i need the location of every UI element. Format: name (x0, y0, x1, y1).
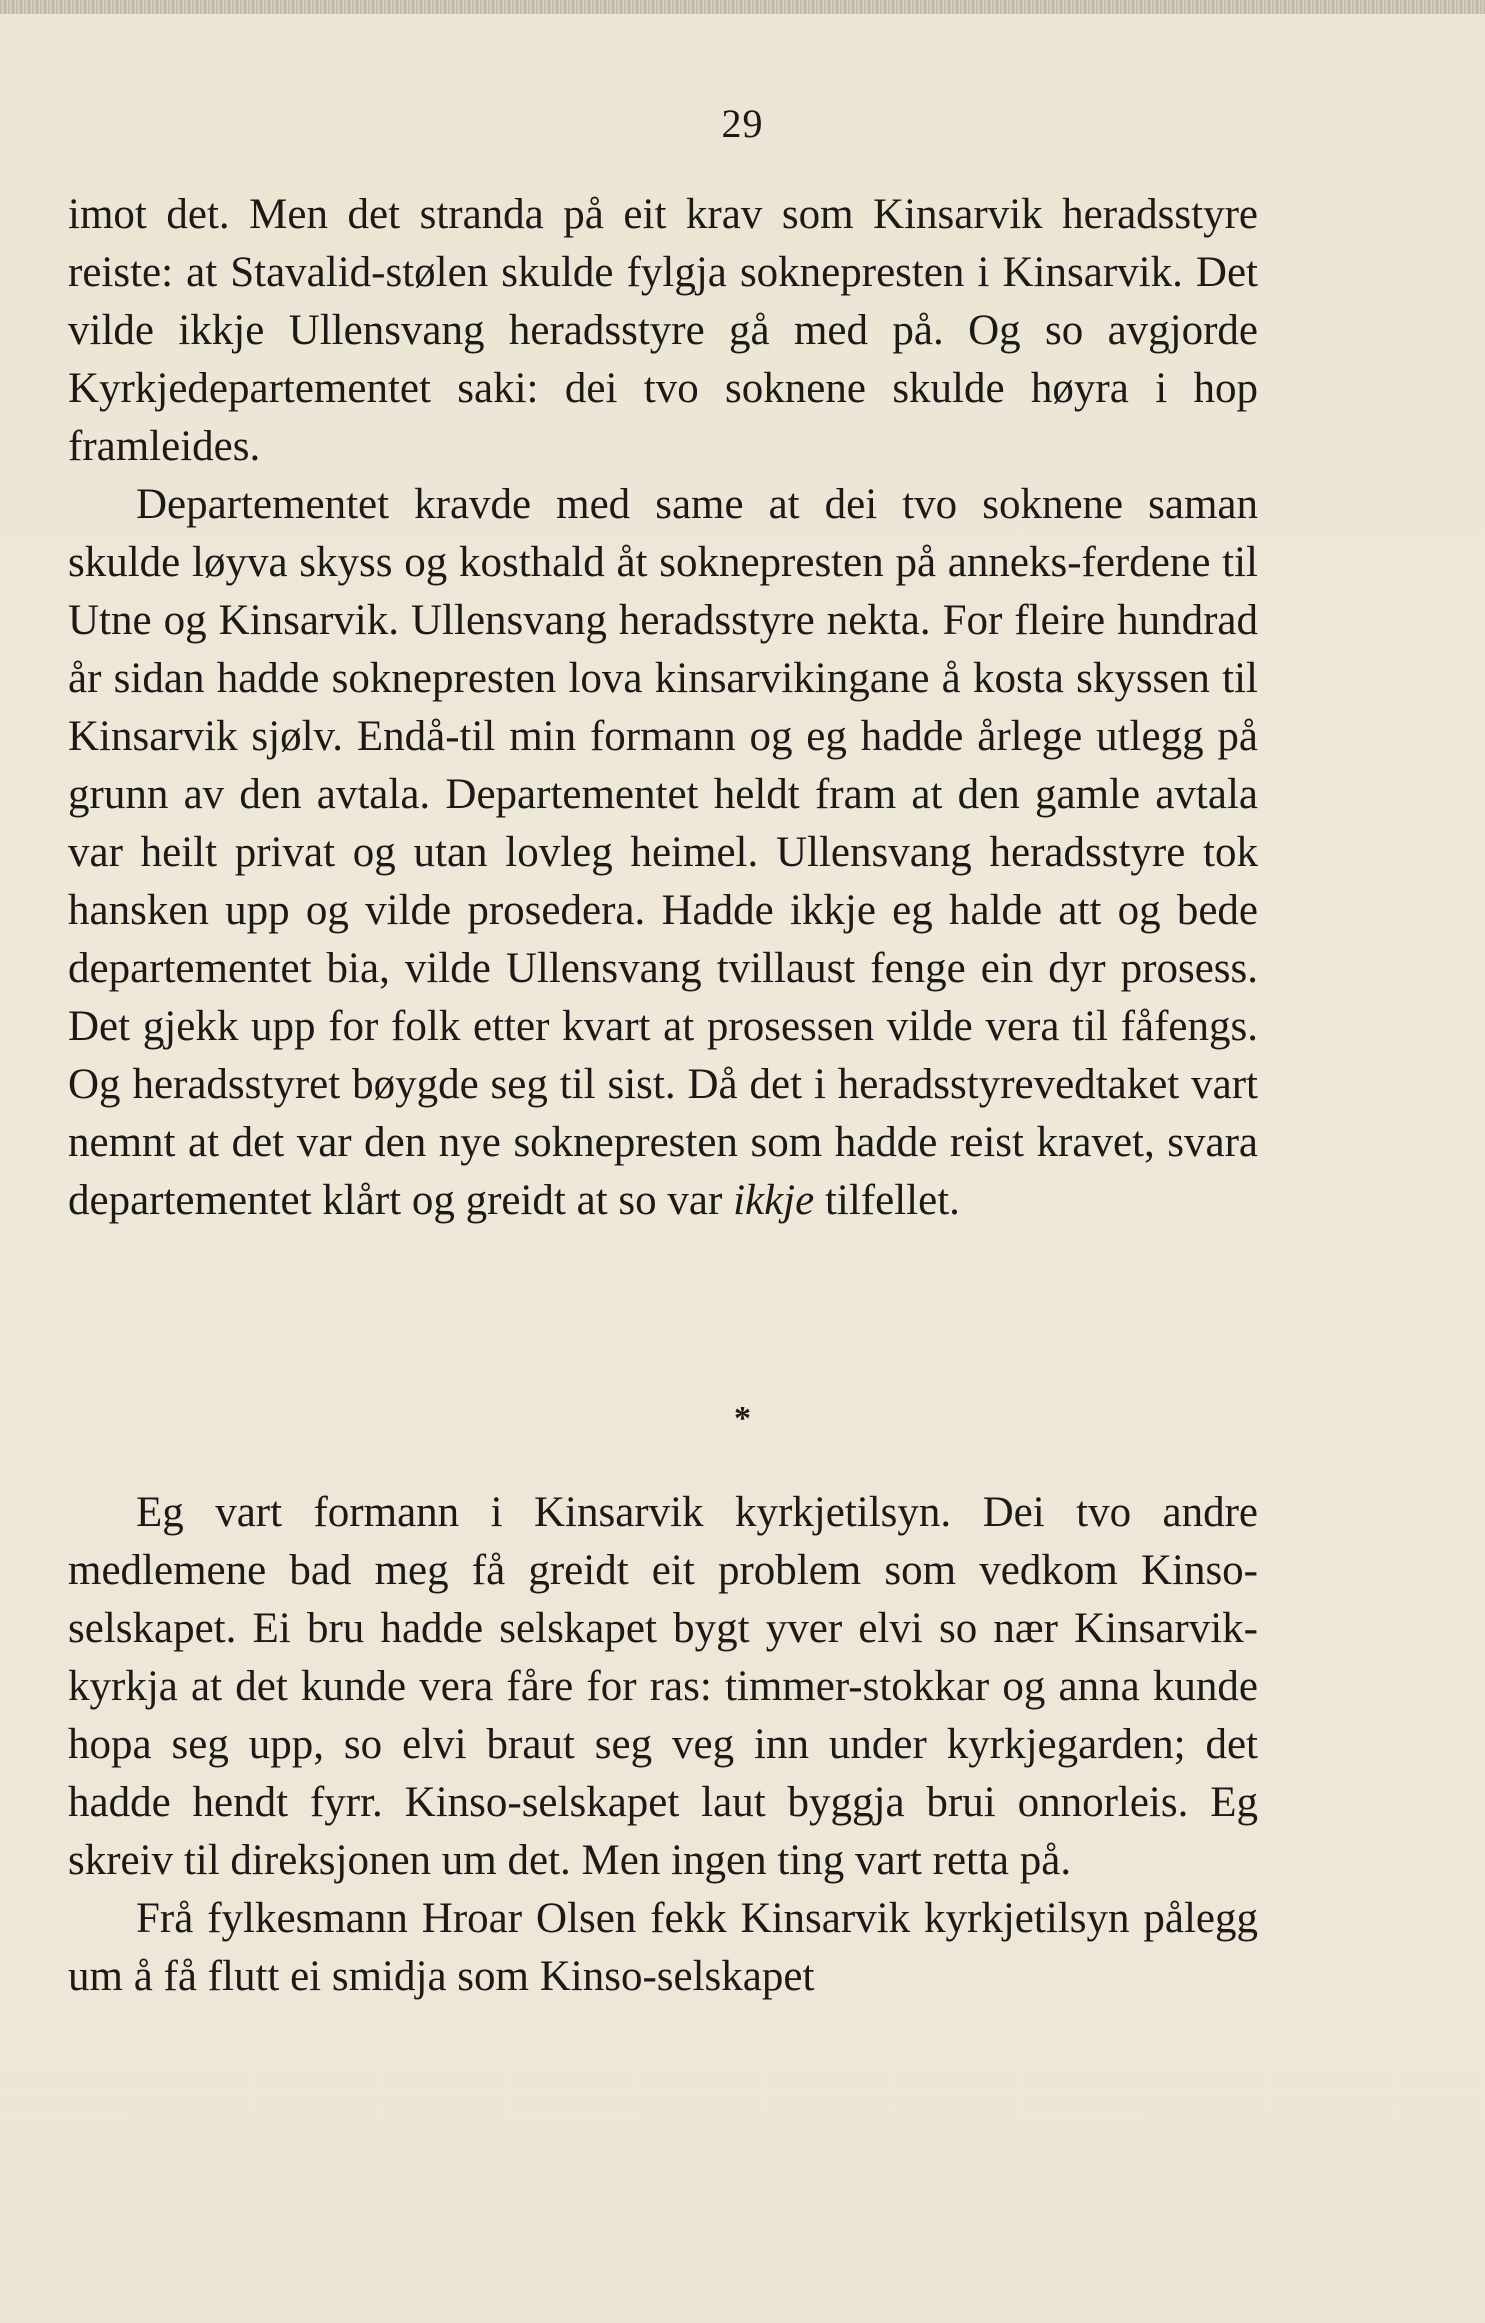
text-section-2 (68, 1484, 1258, 2006)
paragraph-2 (68, 476, 1258, 1230)
paragraph-2-ending: tilfellet. (814, 1177, 960, 1224)
page-number: 29 (721, 101, 764, 146)
italic-word: ikkje (733, 1177, 815, 1224)
paragraph-4: Frå fylkesmann Hroar Olsen fekk Kinsarvik kyrkjetilsyn pålegg um å få flutt ei smidja som Kinso-selskapet (68, 1895, 1258, 2000)
section-separator-asterisk: * (734, 1400, 751, 1437)
paragraph-1: imot det. Men det stranda på eit krav som Kinsarvik heradsstyre reiste: at Stavalid-stølen skulde fylgja soknepresten i Kinsarvik. Det vilde ikkje Ullensvang heradsstyre gå med på. Og so avgjorde Kyrkjedepartementet saki: dei tvo soknene skulde høyra i hop framleides. (68, 191, 1258, 470)
paragraph-2-text: Departementet kravde med same at dei tvo soknene saman skulde løyva skyss og kosthald åt soknepresten på anneks-ferdene til Utne og Kinsarvik. Ullensvang heradsstyre nekta. For fleire hundrad år sidan hadde soknepresten lova kinsarvikingane å kosta skyssen til Kinsarvik sjølv. Endå-til min formann og eg hadde årlege utlegg på grunn av den avtala. Departementet heldt fram at den gamle avtala var heilt privat og utan lovleg heimel. Ullensvang heradsstyre tok hansken upp og vilde prosedera. Hadde ikkje eg halde att og bede departementet bia, vilde Ullensvang tvillaust fenge ein dyr prosess. Det gjekk upp for folk etter kvart at prosessen vilde vera til fåfengs. Og heradsstyret bøygde seg til sist. Då det i heradsstyrevedtaket vart nemnt at det var den nye soknepresten som hadde reist kravet, svara departementet klårt og greidt at so var (68, 481, 1258, 1224)
text-section-1 (68, 186, 1258, 1230)
paragraph-3: Eg vart formann i Kinsarvik kyrkjetilsyn. Dei tvo andre medlemene bad meg få greidt eit problem som vedkom Kinso-selskapet. Ei bru hadde selskapet bygt yver elvi so nær Kinsarvik-kyrkja at det kunde vera fåre for ras: timmer-stokkar og anna kunde hopa seg upp, so elvi braut seg veg inn under kyrkjegarden; det hadde hendt fyrr. Kinso-selskapet laut byggja brui onnorleis. Eg skreiv til direksjonen um det. Men ingen ting vart retta på. (68, 1489, 1258, 1884)
page-top-edge (0, 0, 1485, 14)
